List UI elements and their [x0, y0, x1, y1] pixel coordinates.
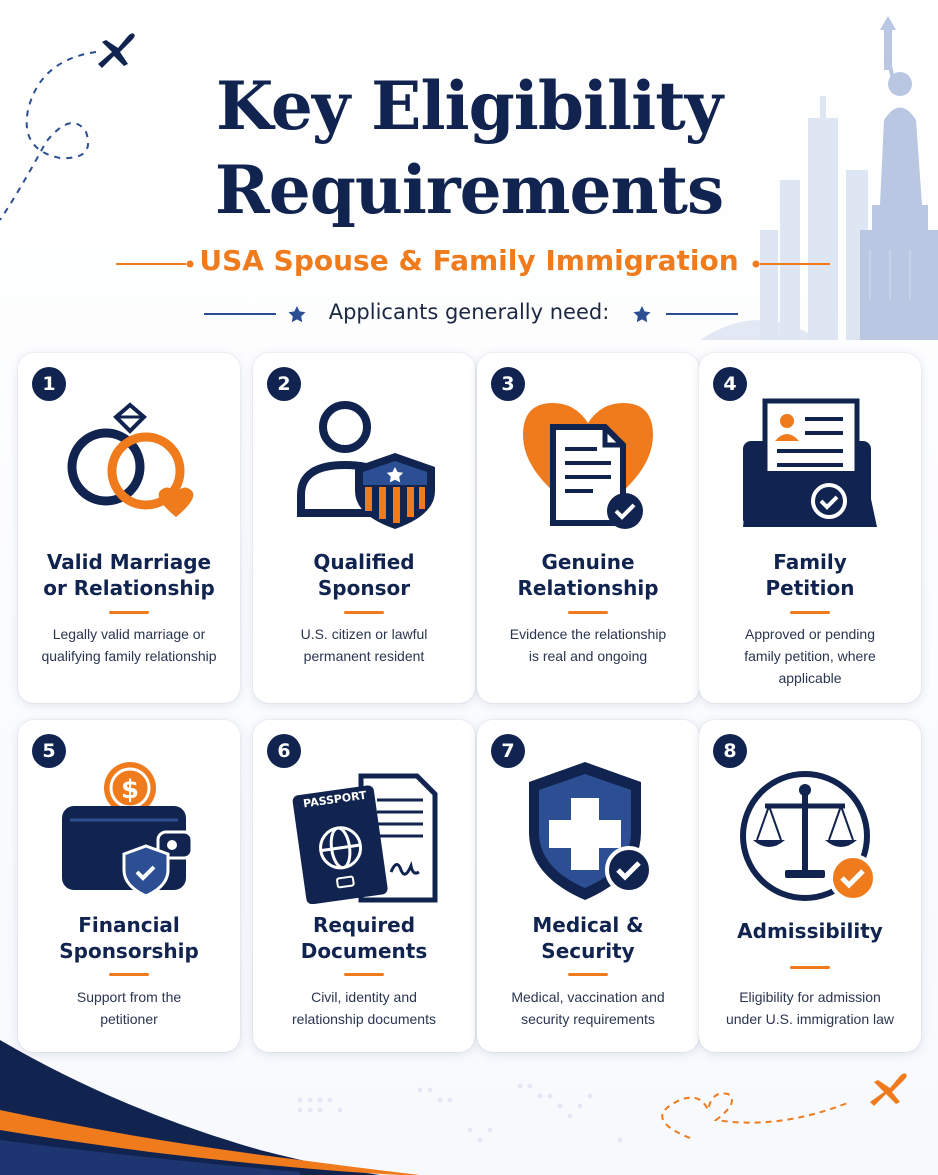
bottom-wave-decoration — [0, 990, 938, 1175]
card-family-petition — [699, 353, 921, 703]
card-title: Genuine — [541, 550, 635, 574]
card-description: under U.S. immigration law — [725, 1011, 895, 1027]
card-title: or Relationship — [43, 576, 215, 600]
card-divider — [568, 611, 608, 614]
card-title: Required — [312, 913, 416, 937]
card-title: Petition — [765, 576, 855, 600]
card-description: Civil, identity and — [311, 989, 417, 1005]
airplane-icon — [94, 30, 138, 70]
card-description: relationship documents — [292, 1011, 436, 1027]
card-title: Security — [541, 939, 635, 963]
card-description: is real and ongoing — [528, 648, 648, 664]
passport-label: PASSPORT — [302, 788, 368, 811]
card-description: security requirements — [521, 1011, 655, 1027]
heart-document-icon — [513, 387, 663, 537]
folder-check-icon — [735, 387, 885, 537]
card-divider — [344, 973, 384, 976]
card-description: applicable — [778, 670, 842, 686]
card-title: Admissibility — [737, 919, 883, 943]
card-description: Eligibility for admission — [739, 989, 881, 1005]
rings-icon — [54, 387, 204, 537]
step-number-badge: 3 — [491, 367, 525, 401]
card-description: qualifying family relationship — [41, 648, 217, 664]
scales-icon — [735, 754, 885, 904]
passport-icon — [289, 754, 439, 904]
step-number-badge: 7 — [491, 734, 525, 768]
step-number-badge: 1 — [32, 367, 66, 401]
intro-text: Applicants generally need: — [328, 300, 610, 324]
card-title: Relationship — [517, 576, 659, 600]
step-number-badge: 8 — [713, 734, 747, 768]
card-description: petitioner — [100, 1011, 158, 1027]
card-valid-marriage — [18, 353, 240, 703]
card-description: Evidence the relationship — [509, 626, 667, 642]
card-title: Valid Marriage — [46, 550, 212, 574]
card-divider — [790, 611, 830, 614]
card-title: Sponsor — [317, 576, 411, 600]
card-description: permanent resident — [303, 648, 425, 664]
card-description: Medical, vaccination and — [511, 989, 665, 1005]
card-title: Family — [773, 550, 847, 574]
wallet-icon — [54, 754, 204, 904]
subtitle: USA Spouse & Family Immigration — [199, 244, 739, 277]
step-number-badge: 5 — [32, 734, 66, 768]
card-qualified-sponsor — [253, 353, 475, 703]
card-title: Medical & — [532, 913, 644, 937]
card-divider — [109, 973, 149, 976]
subtitle-row — [0, 240, 938, 288]
airplane-icon-orange — [870, 1073, 907, 1106]
card-divider — [344, 611, 384, 614]
card-title: Documents — [300, 939, 428, 963]
card-description: Approved or pending — [745, 626, 875, 642]
card-description: family petition, where — [744, 648, 876, 664]
card-description: Support from the — [76, 989, 182, 1005]
page-title-line1: Key Eligibility — [215, 67, 723, 145]
card-title: Qualified — [313, 550, 415, 574]
card-divider — [109, 611, 149, 614]
card-divider — [568, 973, 608, 976]
card-title: Financial — [78, 913, 180, 937]
svg-text:$: $ — [120, 775, 140, 805]
card-description: Legally valid marriage or — [52, 626, 206, 642]
card-title: Sponsorship — [59, 939, 199, 963]
medical-shield-icon — [513, 754, 663, 904]
sponsor-shield-icon — [289, 387, 439, 537]
card-description: U.S. citizen or lawful — [300, 626, 428, 642]
card-divider — [790, 966, 830, 969]
step-number-badge: 6 — [267, 734, 301, 768]
card-genuine-relationship — [477, 353, 699, 703]
step-number-badge: 2 — [267, 367, 301, 401]
step-number-badge: 4 — [713, 367, 747, 401]
page-title-line2: Requirements — [214, 151, 724, 229]
